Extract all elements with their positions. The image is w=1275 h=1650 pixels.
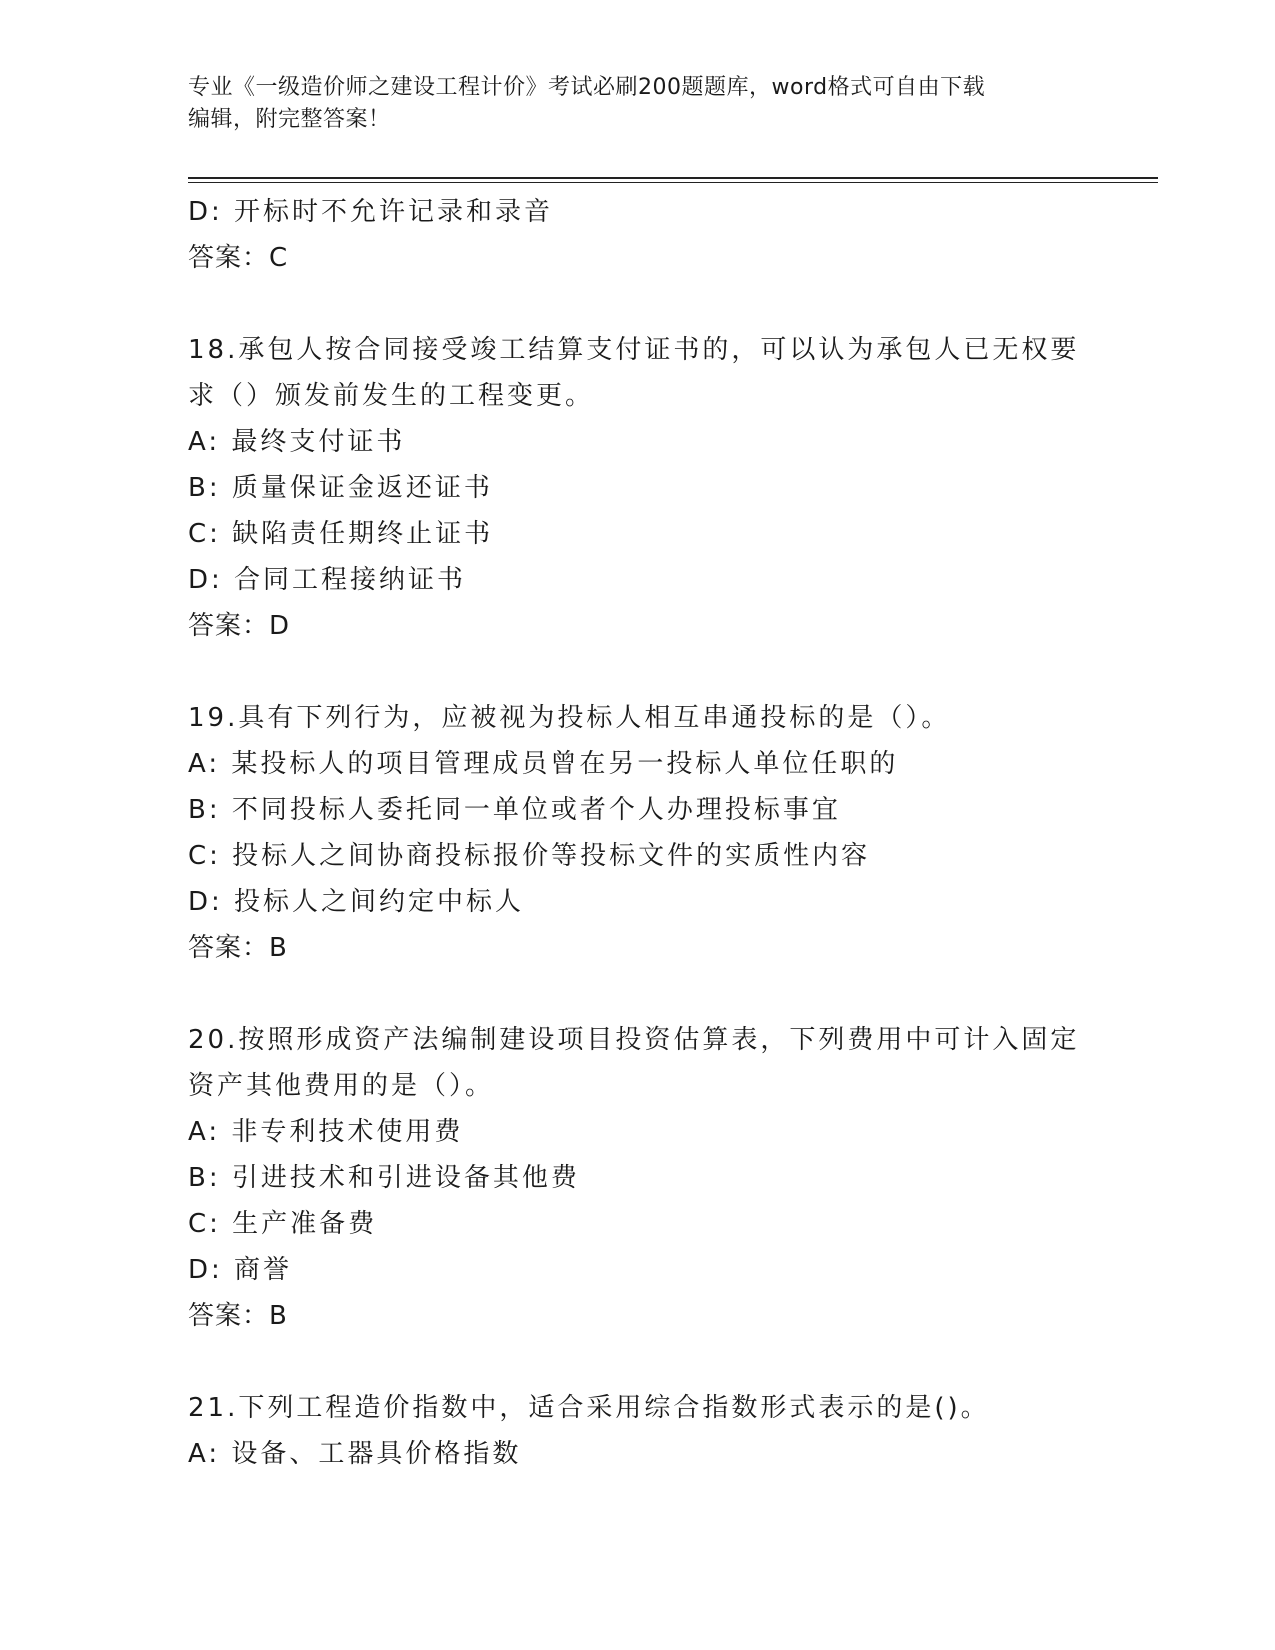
option-c: C: 投标人之间协商投标报价等投标文件的实质性内容 (188, 841, 871, 871)
option-a: A: 设备、工器具价格指数 (188, 1439, 522, 1469)
question-19 (188, 695, 1148, 971)
option-b: B: 不同投标人委托同一单位或者个人办理投标事宜 (188, 795, 841, 825)
question-20 (188, 1017, 1148, 1339)
option-c: C: 缺陷责任期终止证书 (188, 519, 494, 549)
spacer (188, 971, 1148, 1017)
page-header (188, 72, 1088, 136)
option-a: A: 最终支付证书 (188, 427, 406, 457)
option-c: C: 生产准备费 (188, 1209, 378, 1239)
option-a: A: 某投标人的项目管理成员曾在另一投标人单位任职的 (188, 749, 899, 779)
question-stem: 21.下列工程造价指数中，适合采用综合指数形式表示的是()。 (188, 1393, 990, 1423)
header-divider-thin (188, 182, 1158, 183)
answer: 答案：B (188, 933, 288, 963)
option-d: D: 合同工程接纳证书 (188, 565, 467, 595)
question-stem-continued: 求（）颁发前发生的工程变更。 (188, 381, 595, 411)
header-line-2: 编辑，附完整答案！ (188, 107, 391, 132)
option-d: D: 商誉 (188, 1255, 293, 1285)
option-b: B: 质量保证金返还证书 (188, 473, 493, 503)
question-list (188, 189, 1148, 1477)
option-b: B: 引进技术和引进设备其他费 (188, 1163, 580, 1193)
header-line-1: 专业《一级造价师之建设工程计价》考试必刷200题题库，word格式可自由下载 (188, 75, 986, 100)
option-a: A: 非专利技术使用费 (188, 1117, 464, 1147)
spacer (188, 1339, 1148, 1385)
question-stem: 20.按照形成资产法编制建设项目投资估算表，下列费用中可计入固定 (188, 1025, 1080, 1055)
answer: 答案：B (188, 1301, 288, 1331)
spacer (188, 281, 1148, 327)
answer: 答案：D (188, 611, 291, 641)
prev-answer: 答案：C (188, 243, 289, 273)
question-21 (188, 1385, 1148, 1477)
option-d: D: 投标人之间约定中标人 (188, 887, 525, 917)
question-stem-continued: 资产其他费用的是（）。 (188, 1071, 495, 1101)
prev-option-d: D: 开标时不允许记录和录音 (188, 197, 554, 227)
question-18 (188, 327, 1148, 649)
header-divider-thick (188, 177, 1158, 179)
spacer (188, 649, 1148, 695)
question-stem: 18.承包人按合同接受竣工结算支付证书的，可以认为承包人已无权要 (188, 335, 1080, 365)
question-stem: 19.具有下列行为，应被视为投标人相互串通投标的是（）。 (188, 703, 951, 733)
